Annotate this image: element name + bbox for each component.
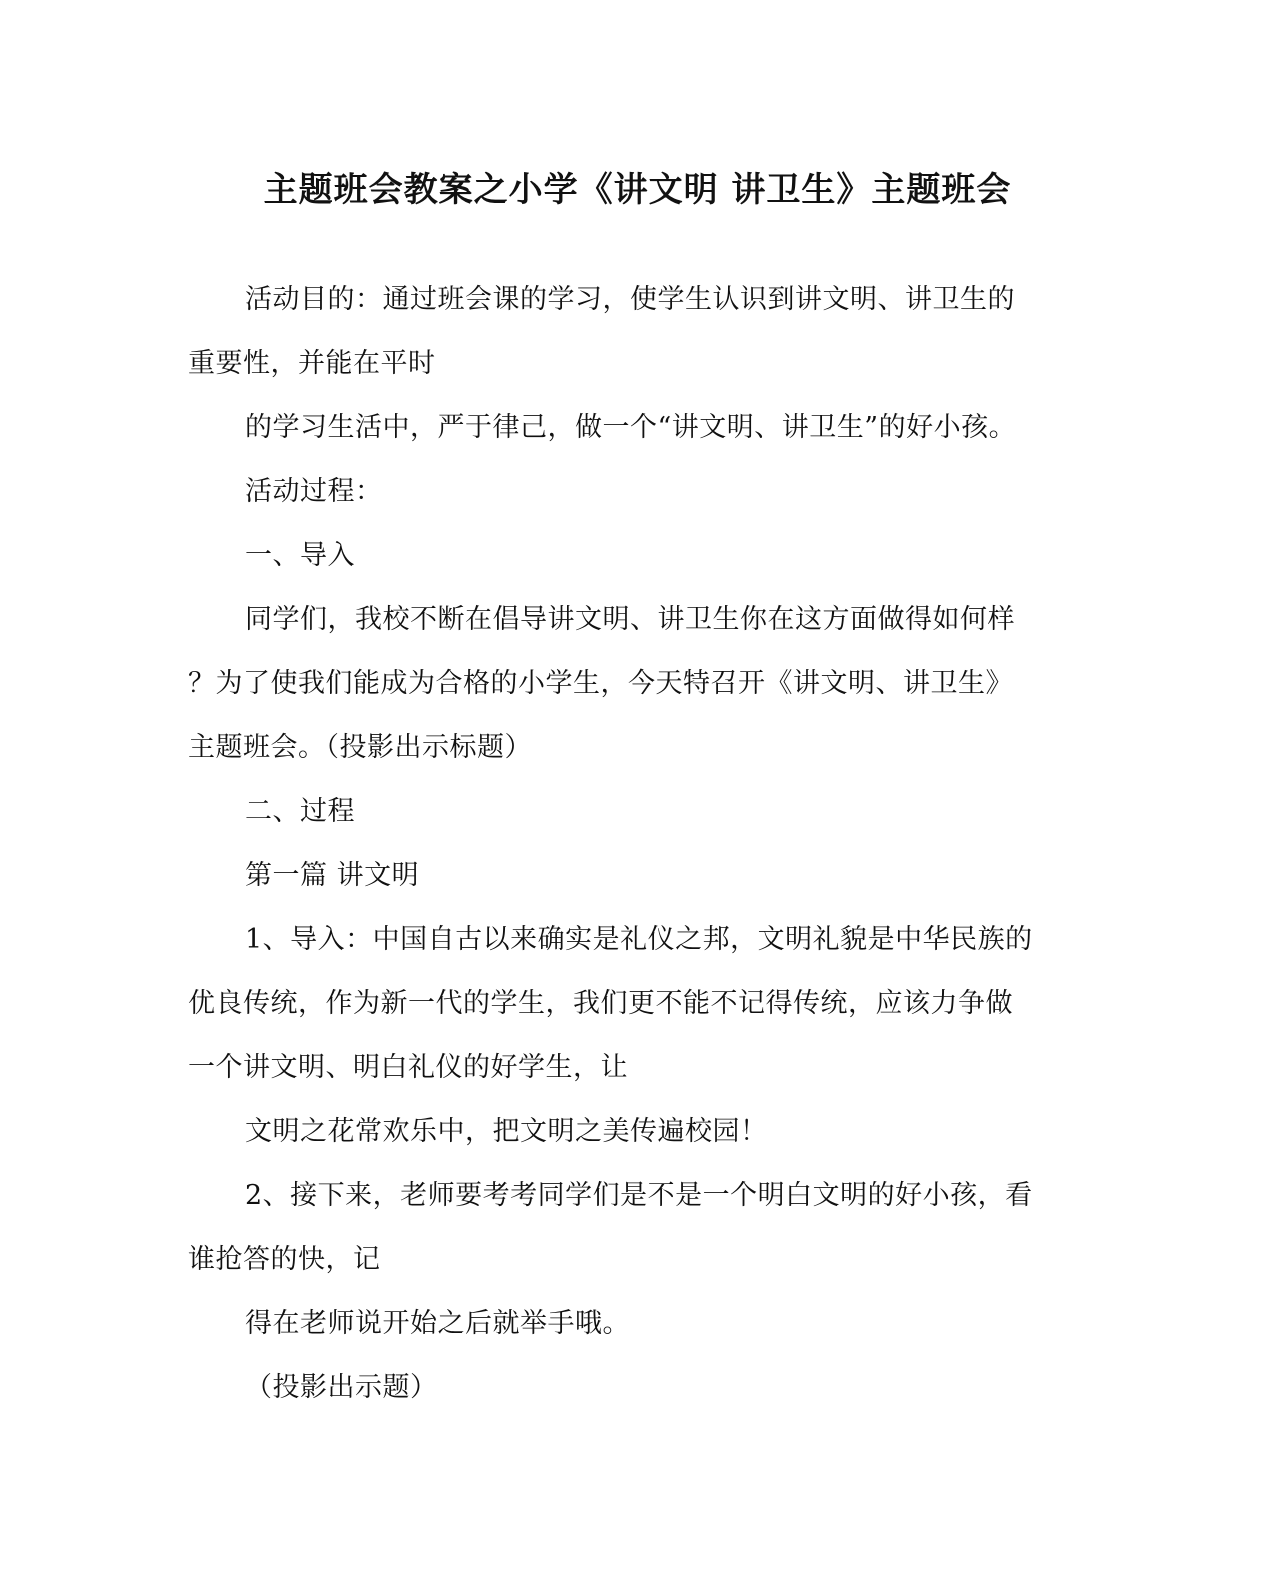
- paragraph-line: ？为了使我们能成为合格的小学生，今天特召开《讲文明、讲卫生》: [188, 668, 1013, 699]
- section-heading: 二、过程: [245, 796, 355, 827]
- paragraph-line: 同学们，我校不断在倡导讲文明、讲卫生你在这方面做得如何样: [245, 604, 1015, 635]
- paragraph-line: 2、接下来，老师要考考同学们是不是一个明白文明的好小孩，看: [245, 1180, 1033, 1211]
- paragraph-line: 重要性，并能在平时: [188, 348, 436, 379]
- paragraph-line: 的学习生活中，严于律己，做一个“讲文明、讲卫生”的好小孩。: [245, 412, 1017, 443]
- paragraph-line: 文明之花常欢乐中，把文明之美传遍校园！: [245, 1116, 768, 1147]
- paragraph-line: 谁抢答的快，记: [188, 1244, 381, 1275]
- paragraph-line: 优良传统，作为新一代的学生，我们更不能不记得传统，应该力争做: [188, 988, 1013, 1019]
- subsection-heading: 第一篇 讲文明: [245, 860, 420, 891]
- document-title: 主题班会教案之小学《讲文明 讲卫生》主题班会: [263, 170, 1012, 210]
- paragraph-line: 活动目的：通过班会课的学习，使学生认识到讲文明、讲卫生的: [245, 284, 1015, 315]
- paragraph-line: 活动过程：: [245, 476, 383, 507]
- paragraph-line: （投影出示题）: [245, 1372, 438, 1403]
- paragraph-line: 主题班会。（投影出示标题）: [188, 732, 532, 763]
- paragraph-line: 1、导入：中国自古以来确实是礼仪之邦，文明礼貌是中华民族的: [245, 924, 1033, 955]
- paragraph-line: 得在老师说开始之后就举手哦。: [245, 1308, 630, 1339]
- paragraph-line: 一个讲文明、明白礼仪的好学生，让: [188, 1052, 628, 1083]
- section-heading: 一、导入: [245, 540, 355, 571]
